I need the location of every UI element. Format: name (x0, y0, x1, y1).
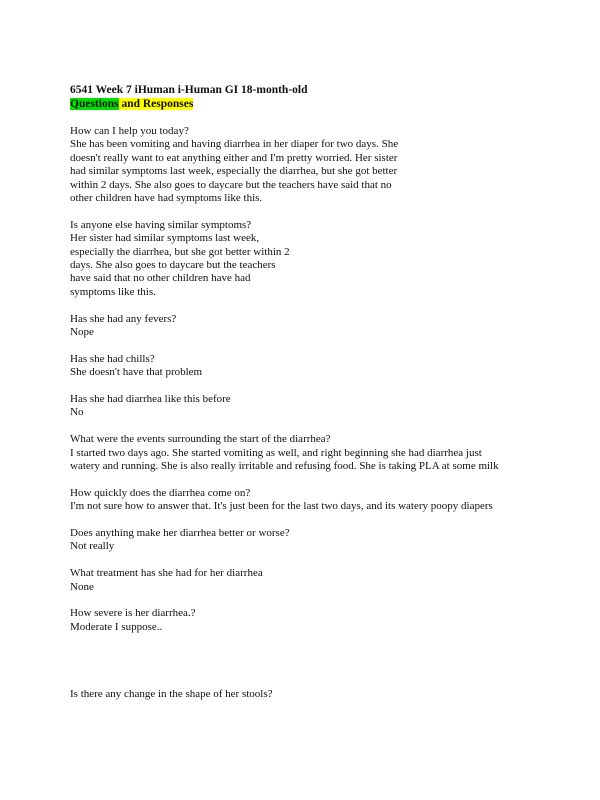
document-content (70, 83, 560, 714)
question-text: What were the events surrounding the start of the diarrhea? (70, 433, 331, 446)
question-text: How severe is her diarrhea.? (70, 607, 196, 620)
answer-line: symptoms like this. (70, 285, 156, 298)
question-text: How can I help you today? (70, 125, 189, 137)
answer-line: within 2 days. She also goes to daycare but the teachers have said that no (70, 178, 392, 191)
answer-line: Not really (70, 540, 115, 553)
qa-item (70, 433, 560, 473)
qa-item (70, 393, 560, 420)
answer-line: had similar symptoms last week, especially the diarrhea, but she got better (70, 165, 398, 178)
answer-line: I started two days ago. She started vomiting as well, and right beginning she had diarrhea just (70, 446, 482, 459)
subtitle-responses-highlight: and Responses (118, 98, 194, 110)
question-text: Has she had chills? (70, 352, 155, 365)
qa-item (70, 527, 560, 554)
blank-space (70, 648, 560, 688)
qa-list (70, 125, 560, 634)
qa-item (70, 487, 560, 514)
document-subtitle (70, 97, 560, 111)
qa-item (70, 219, 560, 299)
answer-line: None (70, 580, 94, 593)
answer-line: doesn't really want to eat anything either and I'm pretty worried. Her sister (70, 151, 398, 164)
answer-line: Nope (70, 326, 94, 339)
document-title: 6541 Week 7 iHuman i-Human GI 18-month-old (70, 84, 308, 96)
answer-line: I'm not sure how to answer that. It's just been for the last two days, and its watery poopy diapers (70, 500, 493, 513)
answer-line: watery and running. She is also really irritable and refusing food. She is taking PLA at some milk (70, 460, 499, 473)
answer-line: especially the diarrhea, but she got better within 2 (70, 245, 290, 258)
question-text: Is anyone else having similar symptoms? (70, 218, 252, 231)
question-text: What treatment has she had for her diarrhea (70, 567, 263, 580)
qa-item (70, 353, 560, 380)
question-text: How quickly does the diarrhea come on? (70, 486, 251, 499)
answer-line: have said that no other children have had (70, 272, 251, 285)
qa-item (70, 567, 560, 594)
qa-item (70, 313, 560, 340)
answer-line: She has been vomiting and having diarrhea in her diaper for two days. She (70, 138, 399, 151)
answer-line: other children have had symptoms like this. (70, 192, 263, 205)
answer-line: Moderate I suppose.. (70, 620, 163, 633)
answer-line: No (70, 406, 84, 419)
answer-line: days. She also goes to daycare but the teachers (70, 259, 276, 272)
qa-item (70, 607, 560, 634)
question-text: Has she had diarrhea like this before (70, 393, 231, 406)
question-text: Does anything make her diarrhea better or worse? (70, 527, 290, 540)
question-text: Has she had any fevers? (70, 312, 177, 325)
answer-line: Her sister had similar symptoms last week, (70, 232, 260, 245)
question-text: Is there any change in the shape of her stools? (70, 687, 273, 700)
trailing-question (70, 688, 560, 701)
subtitle-questions-highlight: Questions (70, 98, 119, 110)
qa-item (70, 125, 560, 205)
answer-line: She doesn't have that problem (70, 366, 203, 379)
